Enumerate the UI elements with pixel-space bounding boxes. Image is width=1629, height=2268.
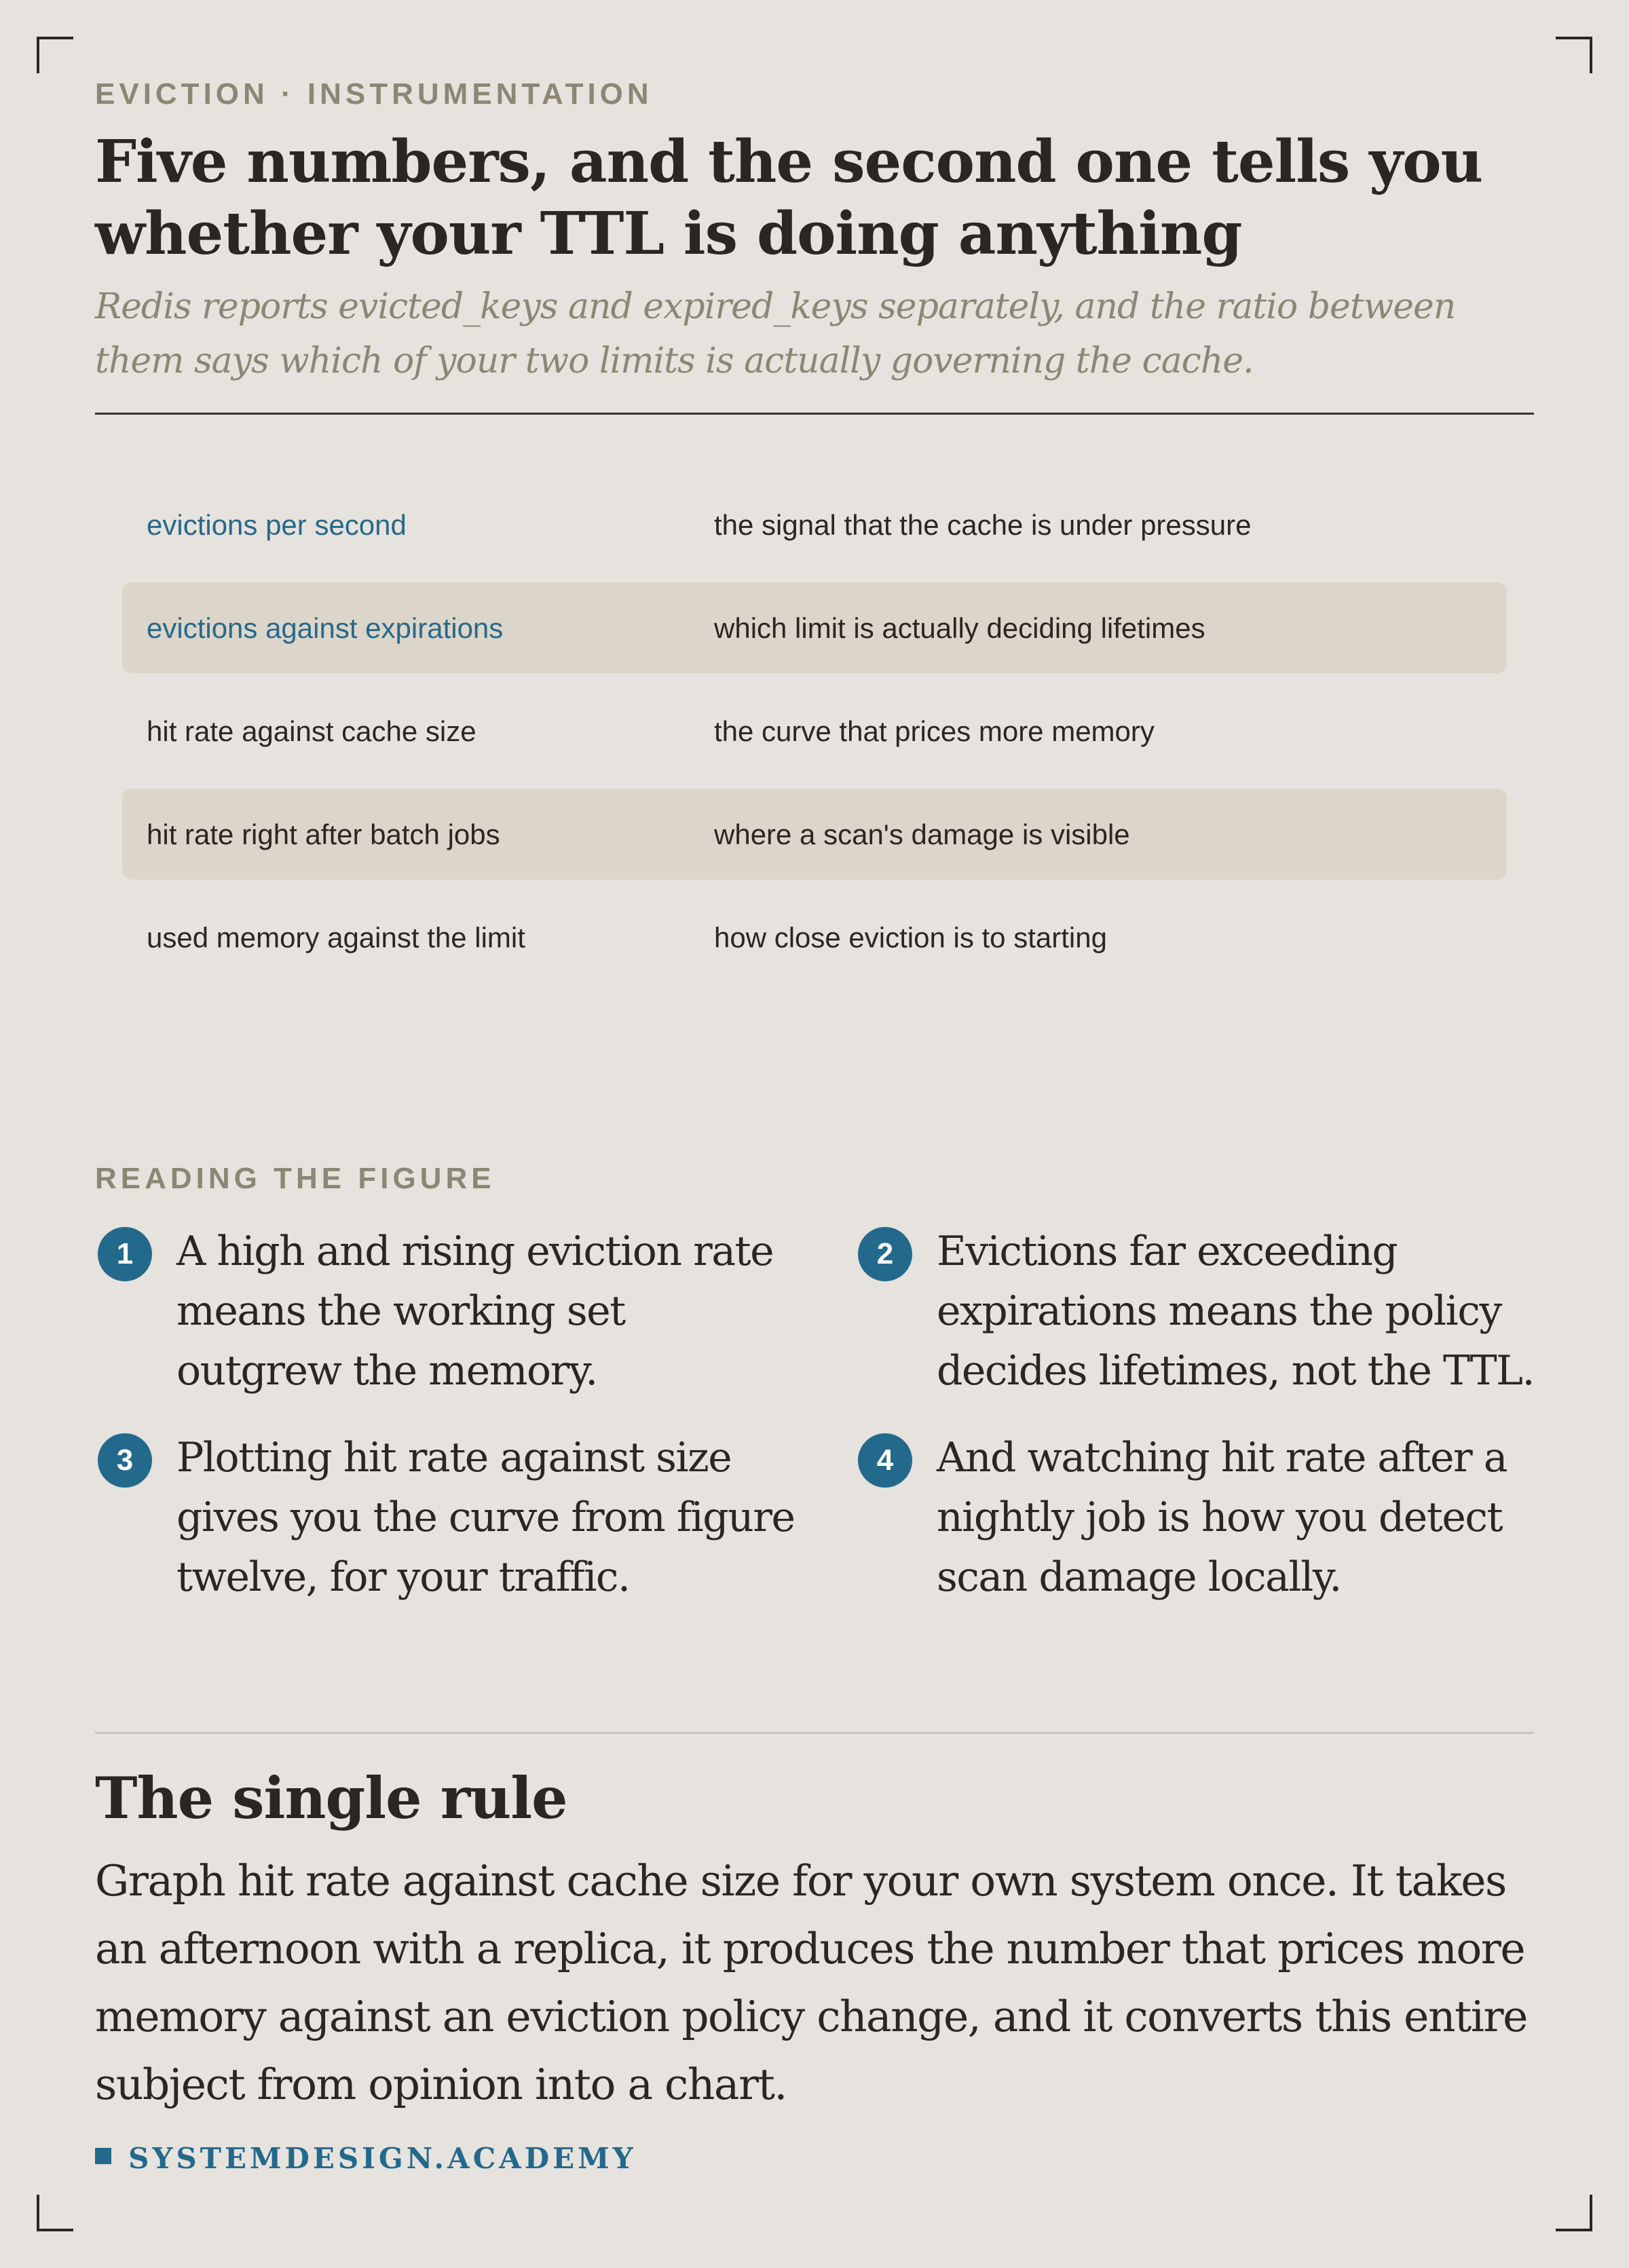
corner-mark-top-right	[1556, 37, 1592, 73]
metric-row	[122, 582, 1507, 673]
note-text: Evictions far exceeding expirations means the policy decides lifetimes, not the TTL.	[937, 1228, 1535, 1395]
corner-mark-bottom-right	[1556, 2195, 1592, 2231]
metric-name: evictions per second	[147, 509, 407, 541]
metric-description: the signal that the cache is under pressure	[714, 509, 1252, 541]
number-badge: 2	[858, 1227, 912, 1281]
note-text: And watching hit rate after a nightly job is how you detect scan damage locally.	[937, 1434, 1508, 1601]
metric-row	[122, 892, 1507, 983]
metrics-table	[122, 479, 1507, 995]
number-badge: 1	[98, 1227, 152, 1281]
metric-description: the curve that prices more memory	[714, 715, 1155, 747]
metric-name: used memory against the limit	[147, 922, 525, 953]
kicker: EVICTION · INSTRUMENTATION	[95, 77, 653, 111]
metric-row	[122, 789, 1507, 880]
metric-description: which limit is actually deciding lifetimes	[714, 612, 1205, 644]
metric-name: hit rate right after batch jobs	[147, 818, 500, 850]
rule-body: Graph hit rate against cache size for your own system once. It takes an afternoon with a replica, it produces the number that prices more memory against an eviction policy change, and it converts this entire subject from opinion into a chart.	[95, 1856, 1527, 2109]
metric-row	[122, 479, 1507, 570]
corner-mark-bottom-left	[37, 2195, 73, 2231]
header-divider	[95, 413, 1534, 415]
corner-mark-top-left	[37, 37, 73, 73]
note-text: A high and rising eviction rate means the working set outgrew the memory.	[176, 1228, 774, 1395]
brand-name: SYSTEMDESIGN.ACADEMY	[128, 2142, 637, 2175]
metric-row	[122, 685, 1507, 776]
page-title: Five numbers, and the second one tells you whether your TTL is doing anything	[95, 128, 1483, 268]
section-divider	[95, 1732, 1534, 1734]
brand-footer	[95, 2142, 637, 2182]
brand-square-icon	[95, 2148, 111, 2164]
number-badge: 3	[98, 1433, 152, 1488]
metric-name: hit rate against cache size	[147, 715, 476, 747]
metric-description: how close eviction is to starting	[714, 922, 1107, 953]
metric-description: where a scan's damage is visible	[714, 818, 1130, 850]
page-subtitle: Redis reports evicted_keys and expired_keys separately, and the ratio between them says which of your two limits is actually governing the cache.	[95, 286, 1456, 381]
metric-name: evictions against expirations	[147, 612, 504, 644]
section-label-reading: READING THE FIGURE	[95, 1162, 495, 1195]
rule-heading: The single rule	[95, 1764, 567, 1832]
number-badge: 4	[858, 1433, 912, 1488]
note-text: Plotting hit rate against size gives you the curve from figure twelve, for your traffic.	[176, 1434, 795, 1601]
